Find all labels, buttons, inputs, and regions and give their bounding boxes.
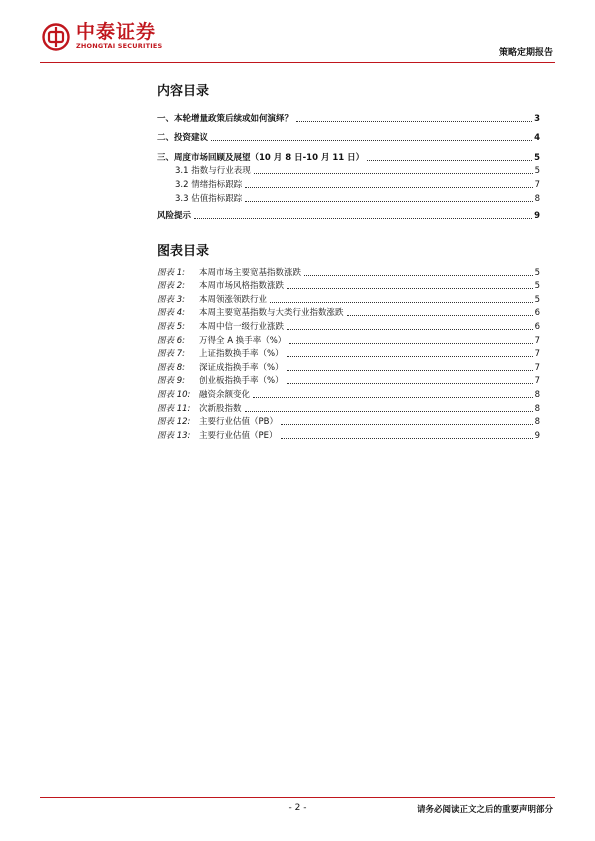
- toc-entry-page: 5: [534, 166, 540, 177]
- leader-dots: [287, 356, 533, 357]
- figure-number: 图表 5:: [157, 321, 185, 332]
- figure-entry[interactable]: [157, 305, 540, 319]
- figure-entry[interactable]: [157, 359, 540, 373]
- figure-label: 创业板指换手率（%）: [199, 376, 284, 387]
- toc-entry[interactable]: [157, 208, 540, 222]
- figure-number: 图表 1:: [157, 267, 185, 278]
- figure-page: 8: [534, 389, 540, 400]
- figure-page: 6: [534, 321, 540, 332]
- toc-subentry[interactable]: [157, 176, 540, 190]
- toc-entry-page: 9: [534, 211, 540, 222]
- toc-title: 内容目录: [157, 84, 210, 99]
- leader-dots: [347, 315, 533, 316]
- figure-page: 7: [534, 376, 540, 387]
- leader-dots: [245, 411, 533, 412]
- figure-label: 融资余额变化: [199, 389, 251, 400]
- figure-entry[interactable]: [157, 386, 540, 400]
- brand-name-en: ZHONGTAI SECURITIES: [76, 42, 163, 50]
- figure-label: 本周市场风格指数涨跌: [199, 281, 285, 292]
- leader-dots: [211, 140, 532, 141]
- leader-dots: [281, 424, 533, 425]
- leader-dots: [245, 187, 532, 188]
- toc-entry-label: 3.2 情绪指标跟踪: [175, 179, 243, 190]
- leader-dots: [245, 201, 532, 202]
- toc-entry-page: 4: [534, 133, 540, 144]
- figure-page: 6: [534, 308, 540, 319]
- toc-entry-page: 8: [534, 193, 540, 204]
- figure-entry[interactable]: [157, 318, 540, 332]
- figure-page: 9: [534, 430, 540, 441]
- figures-title: 图表目录: [157, 244, 210, 259]
- figure-number: 图表 3:: [157, 294, 185, 305]
- figure-number: 图表 13:: [157, 430, 191, 441]
- report-type: 策略定期报告: [498, 48, 553, 58]
- company-logo: [42, 22, 162, 51]
- leader-dots: [287, 288, 533, 289]
- leader-dots: [194, 218, 532, 219]
- figure-page: 5: [534, 281, 540, 292]
- figure-entry[interactable]: [157, 332, 540, 346]
- figure-page: 5: [534, 294, 540, 305]
- figure-page: 7: [534, 335, 540, 346]
- figure-label: 本周主要宽基指数与大类行业指数涨跌: [199, 308, 344, 319]
- figure-entry[interactable]: [157, 346, 540, 360]
- toc-entry[interactable]: [157, 110, 540, 124]
- leader-dots: [270, 302, 533, 303]
- toc-entry-label: 3.3 估值指标跟踪: [175, 193, 243, 204]
- toc-subentry[interactable]: [157, 190, 540, 204]
- figure-label: 主要行业估值（PE）: [199, 430, 278, 441]
- figure-number: 图表 4:: [157, 308, 185, 319]
- leader-dots: [287, 370, 533, 371]
- figure-label: 上证指数换手率（%）: [199, 349, 284, 360]
- figure-label: 本周领涨领跌行业: [199, 294, 268, 305]
- figure-entry[interactable]: [157, 373, 540, 387]
- toc-entry-label: 风险提示: [157, 211, 192, 222]
- figure-number: 图表 2:: [157, 281, 185, 292]
- figures-list: [157, 264, 540, 441]
- page-number: - 2 -: [288, 803, 307, 813]
- toc-entry-label: 三、周度市场回顾及展望（10 月 8 日-10 月 11 日）: [157, 152, 365, 163]
- leader-dots: [289, 343, 532, 344]
- toc-entry-label: 3.1 指数与行业表现: [175, 166, 251, 177]
- figure-label: 本周中信一级行业涨跌: [199, 321, 285, 332]
- toc-entry-label: 一、本轮增量政策后续或如何演绎？: [157, 113, 294, 124]
- figure-page: 7: [534, 362, 540, 373]
- figure-number: 图表 6:: [157, 335, 185, 346]
- figure-number: 图表 7:: [157, 349, 185, 360]
- figure-entry[interactable]: [157, 414, 540, 428]
- figure-label: 万得全 A 换手率（%）: [199, 335, 287, 346]
- figure-entry[interactable]: [157, 400, 540, 414]
- figure-entry[interactable]: [157, 264, 540, 278]
- footer-divider: [40, 797, 555, 798]
- leader-dots: [287, 383, 533, 384]
- figure-number: 图表 8:: [157, 362, 185, 373]
- header-divider: [40, 62, 555, 63]
- figure-label: 主要行业估值（PB）: [199, 417, 278, 428]
- leader-dots: [281, 438, 533, 439]
- figure-label: 本周市场主要宽基指数涨跌: [199, 267, 302, 278]
- figure-page: 8: [534, 417, 540, 428]
- brand-name-cn: 中泰证券: [76, 21, 157, 43]
- figure-label: 次新股指数: [199, 403, 242, 414]
- figure-entry[interactable]: [157, 278, 540, 292]
- figure-label: 深证成指换手率（%）: [199, 362, 284, 373]
- leader-dots: [254, 173, 533, 174]
- figure-number: 图表 10:: [157, 389, 191, 400]
- figure-page: 8: [534, 403, 540, 414]
- toc-entry[interactable]: [157, 149, 540, 163]
- zhongtai-logo-icon: [42, 23, 70, 51]
- toc-entry-page: 7: [534, 179, 540, 190]
- toc-entry[interactable]: [157, 130, 540, 144]
- figure-number: 图表 9:: [157, 376, 185, 387]
- figure-entry[interactable]: [157, 291, 540, 305]
- leader-dots: [304, 275, 533, 276]
- figure-number: 图表 12:: [157, 417, 191, 428]
- toc-entry-label: 二、投资建议: [157, 133, 209, 144]
- leader-dots: [367, 160, 532, 161]
- figure-page: 5: [534, 267, 540, 278]
- footer-disclaimer: 请务必阅读正文之后的重要声明部分: [416, 805, 553, 815]
- leader-dots: [287, 329, 533, 330]
- leader-dots: [253, 397, 533, 398]
- toc-entry-page: 5: [534, 152, 540, 163]
- toc-list: [157, 110, 540, 221]
- toc-subentry[interactable]: [157, 163, 540, 177]
- figure-number: 图表 11:: [157, 403, 191, 414]
- leader-dots: [296, 121, 532, 122]
- figure-entry[interactable]: [157, 427, 540, 441]
- figure-page: 7: [534, 349, 540, 360]
- toc-entry-page: 3: [534, 113, 540, 124]
